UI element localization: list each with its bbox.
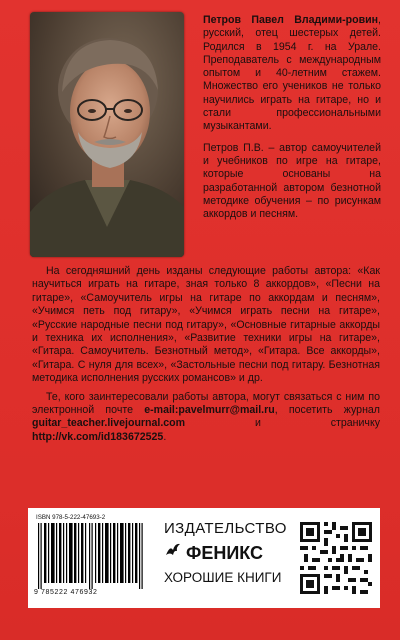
barcode-digits: 9 785222 476932 <box>34 589 98 596</box>
author-email: e-mail:pavelmurr@mail.ru <box>144 404 275 417</box>
works-paragraph: На сегодняшний день изданы следующие работы автора: «Как научиться играть на гитаре, зная только 8 аккордов», «Песни на гитаре», «Самоучитель игры на гитаре по аккордам и песням», «Учимся петь под гитару», «Учимся играть песни на гитаре», «Русские народные песни под гитару», «Основные гитарные аккорды и техника их исполнения», «Развитие техники игры на гитаре», «Гитара. Самоучитель. Безнотный метод», «Гитара. Все аккорды», «Гитара. С нуля для всех», «Застольные песни под гитару. Безнотная методика исполнения русских романсов» и др. <box>32 265 380 385</box>
author-photo <box>30 12 184 257</box>
publisher-line-1: ИЗДАТЕЛЬСТВО <box>164 520 287 537</box>
barcode <box>34 514 152 604</box>
contact-paragraph <box>32 391 380 445</box>
bio-paragraph-2: Петров П.В. – автор самоучителей и учебников по игре на гитаре, которые основаны на разработанной автором безнотной методике обучения – по рисункам аккордов и песням. <box>203 141 381 221</box>
contact-text-2: , посетить журнал <box>274 404 380 417</box>
publisher-line-3: ХОРОШИЕ КНИГИ <box>164 570 282 585</box>
publisher-line-2: ФЕНИКС <box>186 543 264 563</box>
author-vk: http://vk.com/id183672525 <box>32 430 164 443</box>
author-name: Петров Павел Владими-ровин <box>203 14 379 26</box>
qr-code-icon <box>298 516 374 600</box>
author-bio <box>203 14 381 229</box>
bio-paragraph-1 <box>203 14 381 134</box>
barcode-bars <box>34 523 150 589</box>
contact-text-3: и страничку <box>185 417 380 430</box>
phoenix-icon <box>164 541 182 565</box>
isbn-text: ISBN 978-5-222-47693-2 <box>36 514 106 521</box>
publisher-name-row <box>164 541 294 565</box>
publisher-panel <box>28 508 380 608</box>
publisher-logo <box>164 520 294 587</box>
works-section <box>32 265 380 449</box>
contact-text-1: Те, кого заинтересовали работы автора, могут связаться с ним по электронной почте <box>32 390 380 417</box>
contact-text-4: . <box>163 430 167 443</box>
author-journal: guitar_teacher.livejournal.com <box>32 417 186 430</box>
bio-text-1: , русский, отец шестерых детей. Родился в 1954 г. на Урале. Преподаватель с международным опытом и 40-летним стажем. Множество его учеников не только научились играть на гитаре, но и стали профессиональными музыкантами. <box>203 14 381 133</box>
